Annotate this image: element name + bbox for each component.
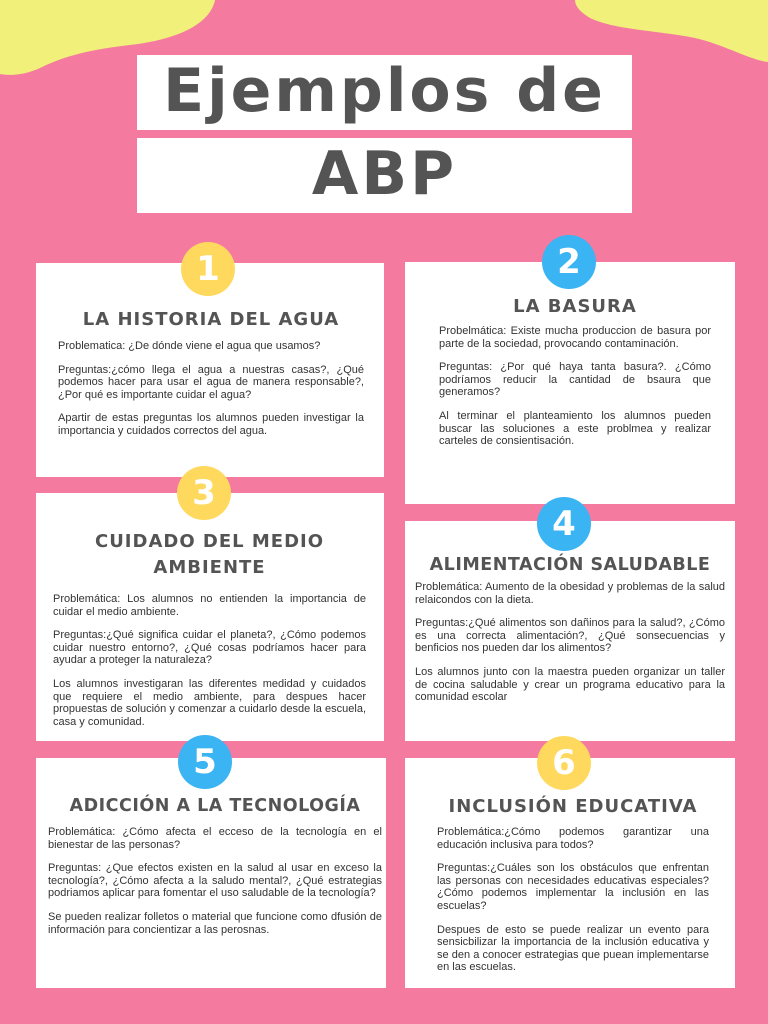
card-4-title: ALIMENTACIÓN SALUDABLE [429,555,711,575]
badge-5: 5 [178,735,232,789]
card-4 [405,521,735,741]
card-5-activity: Se pueden realizar folletos o material que funcione como dfusión de información para concientizar a las perosnas. [48,910,382,936]
card-2-activity: Al terminar el planteamiento los alumnos pueden buscar las soluciones a este problmea y realizar carteles de consientisación. [439,409,711,448]
card-6-activity: Despues de esto se puede realizar un evento para sensicbilizar la importancia de la inclusión educativa y se den a conocer estrategias que puean implementarse en las escuelas. [437,923,709,974]
card-5-questions: Preguntas: ¿Que efectos existen en la salud al usar en exceso la tecnología?, ¿Cómo afecta a la saludo mental?, ¿Qué estrategias podriamos aplicar para fomentar el uso saludable de la tecnología? [48,862,382,900]
card-5-problem: Problemática: ¿Cómo afecta el ecceso de la tecnología en el bienestar de las personas? [48,826,382,851]
card-6-questions: Preguntas:¿Cuáles son los obstáculos que enfrentan las personas con necesidades educativas especiales?¿Cómo podemos implementar la inclusión en las escuelas? [437,862,709,912]
badge-2: 2 [542,235,596,289]
card-2 [405,262,735,504]
badge-6: 6 [537,736,591,790]
badge-3: 3 [177,466,231,520]
card-2-title: LA BASURA [513,296,637,317]
card-6 [405,758,735,988]
card-1-problem: Problematica: ¿De dónde viene el agua que usamos? [58,340,321,352]
card-4-questions: Preguntas:¿Qué alimentos son dañinos para la salud?, ¿Cómo es una correcta alimentación?, ¿Qué sonsecuencias y benficios nos pueden dar los alimentos? [415,617,725,655]
card-3-activity: Los alumnos investigaran las diferentes medidad y cuidados que requiere el medio ambiente, para despues hacer propuestas de solución y comenzar a cuidarlo desde la escuela, casa y comunidad. [53,677,366,728]
card-4-activity: Los alumnos junto con la maestra pueden organizar un taller de cocina saludable y crear un programa educativo para la comunidad escolar [415,665,725,704]
badge-4: 4 [537,497,591,551]
card-6-title: INCLUSIÓN EDUCATIVA [448,796,698,817]
card-1-activity: Apartir de estas preguntas los alumnos pueden investigar la importancia y cuidados correctos del agua. [58,412,364,437]
card-3-title: CUIDADO DEL MEDIO AMBIENTE [94,531,325,578]
page-title-line-1: Ejemplos de [137,55,632,130]
card-5-title: ADICCIÓN A LA TECNOLOGÍA [69,796,361,816]
card-2-problem: Probelmática: Existe mucha produccion de basura por parte de la sociedad, provocando contaminación. [439,325,711,350]
card-4-problem: Problemática: Aumento de la obesidad y problemas de la salud relaicondos con la dieta. [415,581,725,606]
card-5 [36,758,386,988]
card-6-problem: Problemática:¿Cómo podemos garantizar una educación inclusiva para todos? [437,826,709,851]
page-title-line-2: ABP [137,138,632,213]
card-3-questions: Preguntas:¿Qué significa cuidar el planeta?, ¿Cómo podemos cuidar nuestro entorno?, ¿Qué cosas podríamos hacer para ayudar a proteger la naturaleza? [53,629,366,667]
badge-1: 1 [181,242,235,296]
card-2-questions: Preguntas: ¿Por qué haya tanta basura?. ¿Cómo podríamos reducir la cantidad de bsaura que generamos? [439,361,711,399]
card-1-questions: Preguntas:¿cómo llega el agua a nuestras casas?, ¿Qué podemos hacer para usar el agua de manera responsable?, ¿Por qué es importante cuidar el agua? [58,363,364,401]
card-1-title: LA HISTORIA DEL AGUA [82,309,340,330]
card-3 [36,493,384,741]
card-3-problem: Problemática: Los alumnos no entienden la importancia de cuidar el medio ambiente. [53,593,366,618]
